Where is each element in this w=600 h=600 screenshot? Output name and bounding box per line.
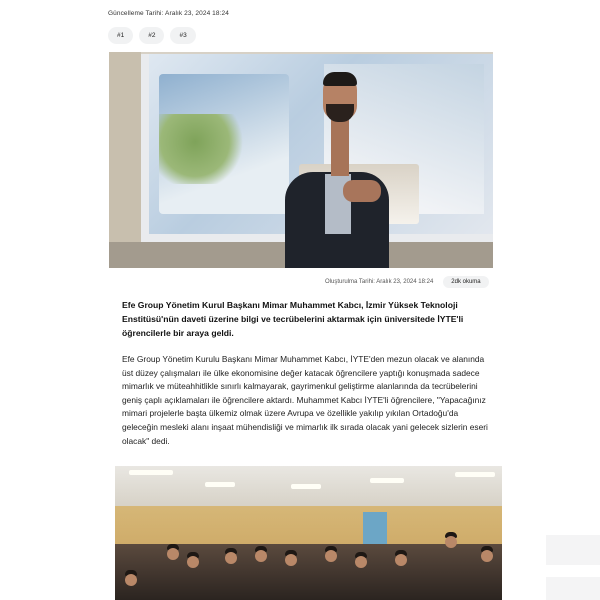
side-widget-1 — [546, 535, 600, 565]
created-date: Oluşturulma Tarihi: Aralık 23, 2024 18:24 — [325, 279, 434, 285]
article-lead: Efe Group Yönetim Kurul Başkanı Mimar Muhammet Kabcı, İzmir Yüksek Teknoloji Enstitüsü'nün daveti üzerine bilgi ve tecrübelerini aktarmak için üniversitede İYTE'li öğrencilerle bir araya geldi. — [122, 300, 464, 338]
tag-1[interactable]: #1 — [108, 27, 133, 44]
article-title-cropped — [108, 0, 528, 2]
tag-3[interactable]: #3 — [170, 27, 195, 44]
side-widget-2 — [546, 577, 600, 600]
tag-list — [108, 27, 196, 44]
updated-date: Güncelleme Tarihi: Aralık 23, 2024 18:24 — [108, 10, 229, 17]
hero-image — [109, 52, 493, 268]
tag-2[interactable]: #2 — [139, 27, 164, 44]
article-body: Efe Group Yönetim Kurulu Başkanı Mimar Muhammet Kabcı, İYTE'den mezun olacak ve alanında üst düzey çalışmaları ile ülke ekonomisine değer katacak öğrencilere yaptığı konuşmada sadece mimarlık ve müteahhitlikle sınırlı kalmayarak, gayrimenkul geliştirme alanlarında da tecrübelerini geniş çaplı açıklamaları ile öğrencilere aktardı. Muhammet Kabcı İYTE'li öğrencilere, "Yapacağınız mimari projelerle başta ülkemiz olmak üzere Avrupa ve özellikle yakılıp yıkılan Ortadoğu'da geleceğin mesleki alanı inşaat mühendisliği ve mimarlık ilk sırada olacak yani gelecek sizlerin eseri olacak" dedi. — [122, 354, 488, 446]
hero-meta — [325, 276, 489, 288]
classroom-photo — [115, 466, 502, 600]
read-time-badge: 2dk okuma — [443, 276, 488, 288]
